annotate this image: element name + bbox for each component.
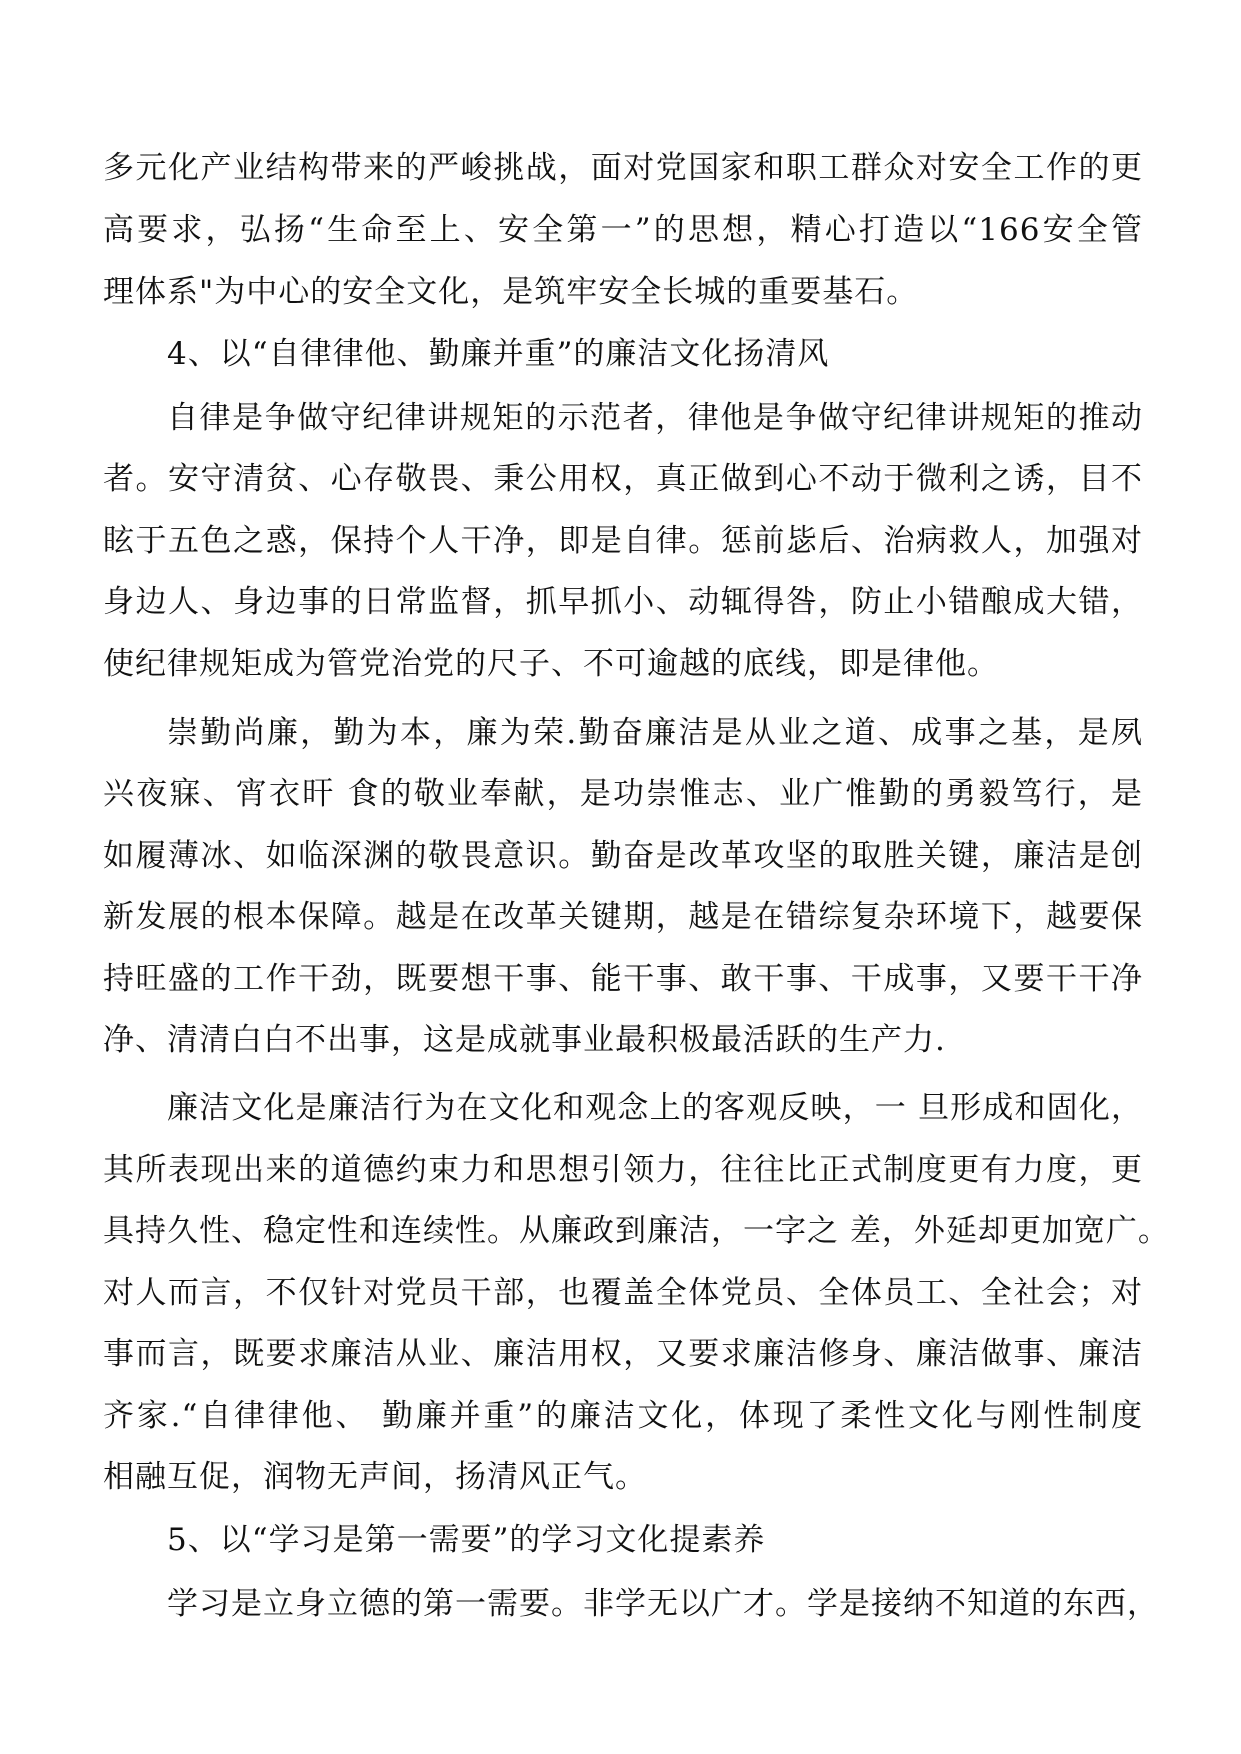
text-line: 如履薄冰、如临深渊的敬畏意识。勤奋是改革攻坚的取胜关键，廉洁是创: [103, 838, 1143, 874]
text-line: 兴夜寐、宵衣旰 食的敬业奉献，是功崇惟志、业广惟勤的勇毅笃行，是: [103, 776, 1143, 812]
text-line: 者。安守清贫、心存敬畏、秉公用权，真正做到心不动于微利之诱，目不: [103, 461, 1143, 497]
section-heading: 4、以“自律律他、勤廉并重”的廉洁文化扬清风: [167, 336, 830, 372]
text-line: 持旺盛的工作干劲，既要想干事、能干事、敢干事、干成事，又要干干净: [103, 961, 1143, 997]
text-line: 崇勤尚廉，勤为本，廉为荣.勤奋廉洁是从业之道、成事之基，是夙: [167, 715, 1143, 751]
text-line: 学习是立身立德的第一需要。非学无以广才。学是接纳不知道的东西，: [167, 1586, 1159, 1622]
text-line: 新发展的根本保障。越是在改革关键期，越是在错综复杂环境下，越要保: [103, 899, 1143, 935]
text-line: 自律是争做守纪律讲规矩的示范者，律他是争做守纪律讲规矩的推动: [167, 400, 1143, 436]
text-line: 事而言，既要求廉洁从业、廉洁用权，又要求廉洁修身、廉洁做事、廉洁: [103, 1336, 1143, 1372]
text-line: 廉洁文化是廉洁行为在文化和观念上的客观反映，一 旦形成和固化，: [167, 1090, 1143, 1126]
text-line: 高要求，弘扬“生命至上、安全第一”的思想，精心打造以“166安全管: [103, 212, 1143, 248]
text-line: 眩于五色之惑，保持个人干净，即是自律。惩前毖后、治病救人，加强对: [103, 523, 1143, 559]
text-line: 对人而言，不仅针对党员干部，也覆盖全体党员、全体员工、全社会；对: [103, 1275, 1143, 1311]
text-line: 齐家.“自律律他、 勤廉并重”的廉洁文化，体现了柔性文化与刚性制度: [103, 1398, 1143, 1434]
text-line: 其所表现出来的道德约束力和思想引领力，往往比正式制度更有力度，更: [103, 1152, 1143, 1188]
section-heading: 5、以“学习是第一需要”的学习文化提素养: [167, 1522, 766, 1558]
text-line: 多元化产业结构带来的严峻挑战，面对党国家和职工群众对安全工作的更: [103, 150, 1143, 186]
text-line: 相融互促，润物无声间，扬清风正气。: [103, 1459, 647, 1495]
text-line: 具持久性、稳定性和连续性。从廉政到廉洁，一字之 差，外延却更加宽广。: [103, 1213, 1170, 1249]
text-line: 理体系"为中心的安全文化，是筑牢安全长城的重要基石。: [103, 274, 919, 310]
text-line: 身边人、身边事的日常监督，抓早抓小、动辄得咎，防止小错酿成大错，: [103, 584, 1143, 620]
text-line: 净、清清白白不出事，这是成就事业最积极最活跃的生产力.: [103, 1022, 946, 1058]
text-line: 使纪律规矩成为管党治党的尺子、不可逾越的底线，即是律他。: [103, 646, 999, 682]
